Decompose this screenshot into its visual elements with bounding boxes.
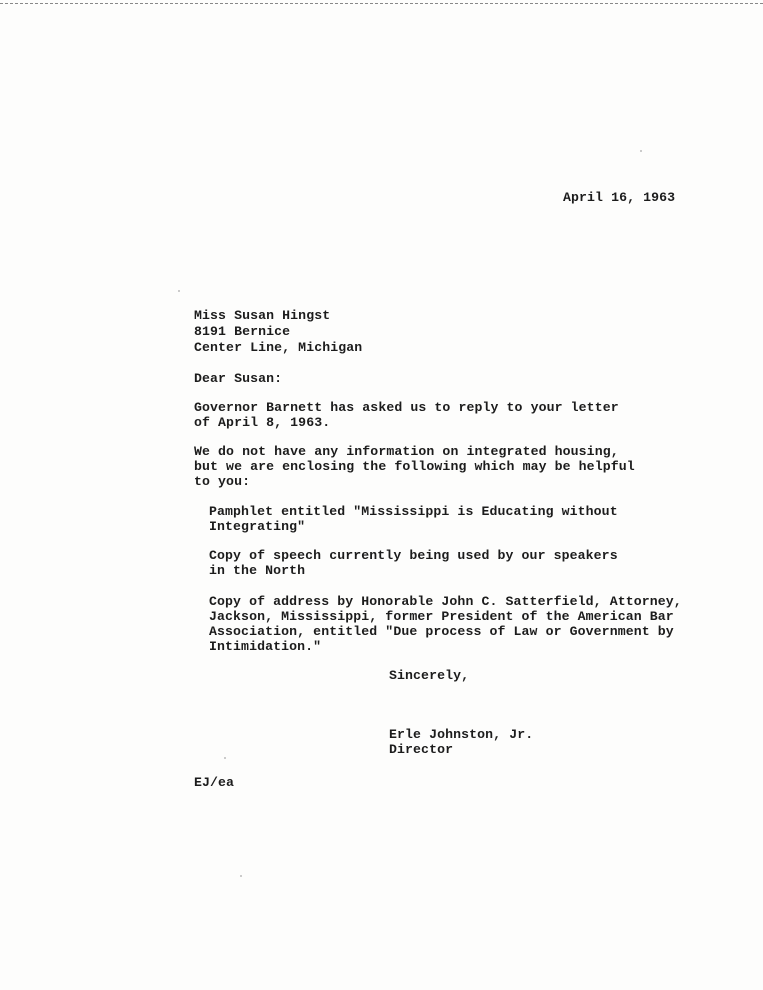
enclosure-line: Integrating" [209,519,306,534]
enclosure-line: in the North [209,563,306,578]
scan-speck [178,290,180,292]
scan-speck [240,875,242,877]
scan-speck [640,150,642,152]
recipient-street: 8191 Bernice [194,324,291,339]
closing: Sincerely, [389,668,470,683]
enclosure-line: Pamphlet entitled "Mississippi is Educating without [209,504,618,519]
scan-speck [224,757,226,759]
paragraph2-line: We do not have any information on integrated housing, [194,444,619,459]
paragraph1-line: Governor Barnett has asked us to reply to your letter [194,400,619,415]
page-top-edge [0,3,763,4]
salutation: Dear Susan: [194,371,283,386]
recipient-name: Miss Susan Hingst [194,308,331,323]
recipient-city: Center Line, Michigan [194,340,363,355]
paragraph1-line: of April 8, 1963. [194,415,331,430]
reference-initials: EJ/ea [194,775,235,790]
enclosure-line: Intimidation." [209,639,322,654]
enclosure-line: Copy of address by Honorable John C. Satterfield, Attorney, [209,594,682,609]
paragraph2-line: to you: [194,474,251,489]
signer-name: Erle Johnston, Jr. [389,727,534,742]
enclosure-line: Copy of speech currently being used by our speakers [209,548,618,563]
signer-title: Director [389,742,454,757]
enclosure-line: Jackson, Mississippi, former President of the American Bar [209,609,674,624]
enclosure-line: Association, entitled "Due process of Law or Government by [209,624,674,639]
letter-date: April 16, 1963 [563,190,676,205]
paragraph2-line: but we are enclosing the following which may be helpful [194,459,635,474]
